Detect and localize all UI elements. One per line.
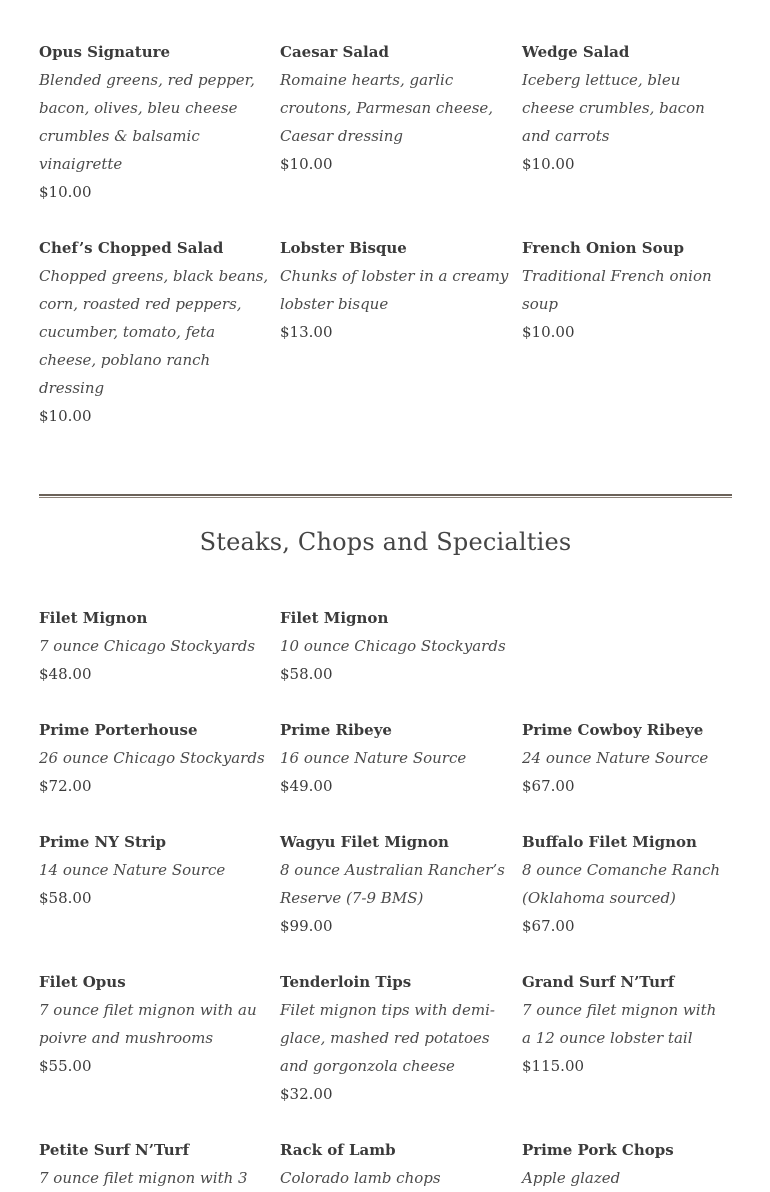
item-description: Iceberg lettuce, bleu cheese crumbles, bacon and carrots <box>522 71 705 145</box>
item-name: Petite Surf N’Turf <box>39 1141 190 1159</box>
item-description: 7 ounce filet mignon with a 12 ounce lobster tail <box>522 1001 717 1047</box>
menu-item-chefs-chopped-salad <box>39 234 280 430</box>
section-divider <box>39 494 732 498</box>
item-name: Tenderloin Tips <box>280 973 412 991</box>
item-price: $10.00 <box>280 155 333 173</box>
item-name: Grand Surf N’Turf <box>522 973 675 991</box>
item-description: Apple glazed <box>522 1169 621 1187</box>
item-description: 26 ounce Chicago Stockyards <box>39 749 265 767</box>
item-price: $48.00 <box>39 665 92 683</box>
item-description: 7 ounce filet mignon with 3 <box>39 1169 248 1187</box>
item-price: $55.00 <box>39 1057 92 1075</box>
menu-item-rack-of-lamb <box>280 1136 522 1192</box>
item-description: 14 ounce Nature Source <box>39 861 226 879</box>
item-price: $99.00 <box>280 917 333 935</box>
item-description: Traditional French onion soup <box>522 267 712 313</box>
menu-item-french-onion-soup <box>522 234 739 430</box>
item-name: Prime Cowboy Ribeye <box>522 721 704 739</box>
menu-item-prime-ribeye <box>280 716 522 800</box>
item-description: 24 ounce Nature Source <box>522 749 709 767</box>
item-description: Romaine hearts, garlic croutons, Parmesan cheese, Caesar dressing <box>280 71 494 145</box>
item-description: 7 ounce filet mignon with au poivre and mushrooms <box>39 1001 257 1047</box>
menu-item-tenderloin-tips <box>280 968 522 1108</box>
item-name: Prime Porterhouse <box>39 721 198 739</box>
item-name: Prime Pork Chops <box>522 1141 674 1159</box>
item-name: Filet Mignon <box>39 609 148 627</box>
item-description: Colorado lamb chops <box>280 1169 441 1187</box>
item-name: Filet Opus <box>39 973 126 991</box>
steaks-grid <box>39 604 739 1192</box>
menu-item-petite-surf-n-turf <box>39 1136 280 1192</box>
item-description: Blended greens, red pepper, bacon, olives, bleu cheese crumbles & balsamic vinaigrette <box>39 71 255 173</box>
item-name: Buffalo Filet Mignon <box>522 833 697 851</box>
menu-item-prime-ny-strip <box>39 828 280 940</box>
item-description: 10 ounce Chicago Stockyards <box>280 637 506 655</box>
item-price: $32.00 <box>280 1085 333 1103</box>
menu-item-wagyu-filet-mignon <box>280 828 522 940</box>
menu-item-filet-mignon-10oz <box>280 604 522 688</box>
menu-item-grand-surf-n-turf <box>522 968 739 1108</box>
item-name: Prime NY Strip <box>39 833 167 851</box>
item-description: Chopped greens, black beans, corn, roasted red peppers, cucumber, tomato, feta cheese, poblano ranch dressing <box>39 267 269 397</box>
menu-item-caesar-salad <box>280 38 522 206</box>
item-price: $10.00 <box>39 183 92 201</box>
soups-salads-grid <box>39 38 739 430</box>
item-price: $67.00 <box>522 777 575 795</box>
empty-cell <box>522 604 739 688</box>
menu-item-filet-opus <box>39 968 280 1108</box>
item-name: Wagyu Filet Mignon <box>280 833 449 851</box>
item-price: $72.00 <box>39 777 92 795</box>
item-name: Caesar Salad <box>280 43 389 61</box>
item-description: 16 ounce Nature Source <box>280 749 467 767</box>
menu-item-buffalo-filet-mignon <box>522 828 739 940</box>
item-name: Prime Ribeye <box>280 721 392 739</box>
item-price: $13.00 <box>280 323 333 341</box>
menu-item-wedge-salad <box>522 38 739 206</box>
item-price: $10.00 <box>522 155 575 173</box>
item-price: $10.00 <box>39 407 92 425</box>
item-description: 7 ounce Chicago Stockyards <box>39 637 256 655</box>
item-price: $49.00 <box>280 777 333 795</box>
menu-item-opus-signature <box>39 38 280 206</box>
item-name: Wedge Salad <box>522 43 630 61</box>
item-price: $67.00 <box>522 917 575 935</box>
section-title: Steaks, Chops and Specialties <box>199 528 572 556</box>
item-name: Rack of Lamb <box>280 1141 396 1159</box>
item-price: $58.00 <box>280 665 333 683</box>
menu-item-prime-cowboy-ribeye <box>522 716 739 800</box>
item-name: Filet Mignon <box>280 609 389 627</box>
item-price: $115.00 <box>522 1057 585 1075</box>
item-description: Filet mignon tips with demi-glace, mashed red potatoes and gorgonzola cheese <box>280 1001 495 1075</box>
menu-item-filet-mignon-7oz <box>39 604 280 688</box>
item-description: 8 ounce Comanche Ranch (Oklahoma sourced) <box>522 861 721 907</box>
item-description: 8 ounce Australian Rancher’s Reserve (7-9 BMS) <box>280 861 505 907</box>
item-name: French Onion Soup <box>522 239 685 257</box>
menu-item-prime-porterhouse <box>39 716 280 800</box>
menu-item-prime-pork-chops <box>522 1136 739 1192</box>
item-name: Opus Signature <box>39 43 171 61</box>
item-price: $10.00 <box>522 323 575 341</box>
item-price: $58.00 <box>39 889 92 907</box>
item-name: Lobster Bisque <box>280 239 407 257</box>
item-description: Chunks of lobster in a creamy lobster bisque <box>280 267 509 313</box>
item-name: Chef’s Chopped Salad <box>39 239 224 257</box>
menu-item-lobster-bisque <box>280 234 522 430</box>
